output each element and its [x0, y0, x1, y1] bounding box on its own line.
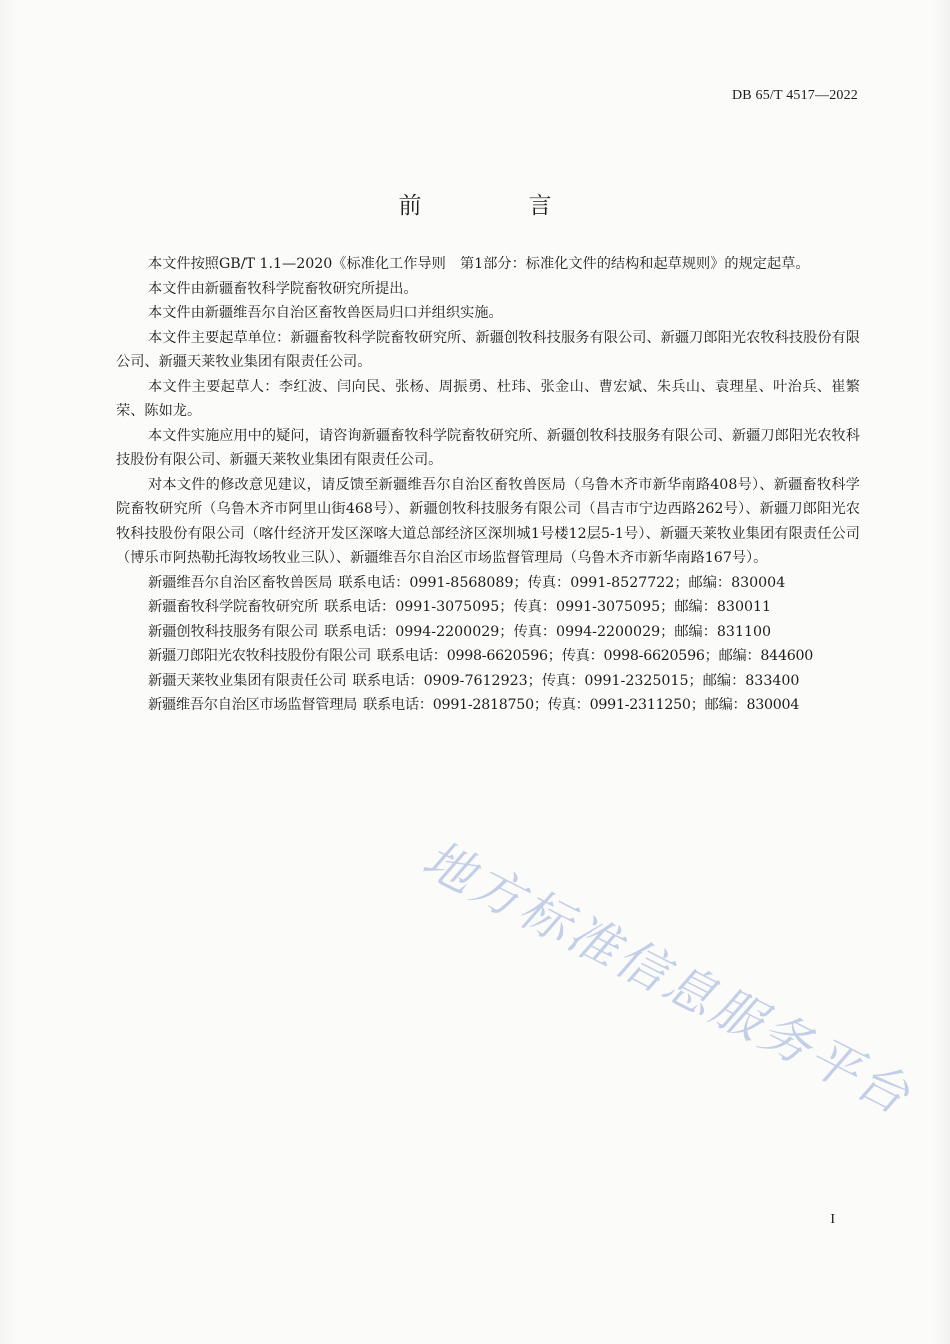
contact-fax: 传真：0991-2325015；	[541, 672, 703, 689]
contact-item	[116, 693, 860, 718]
contact-phone: 联系电话：0991-2818750；	[363, 697, 548, 713]
document-code: DB 65/T 4517—2022	[731, 88, 858, 103]
contact-fax: 传真：0998-6620596；	[561, 648, 719, 664]
contact-fax: 传真：0991-2311250；	[547, 697, 705, 713]
contact-phone: 联系电话：0998-6620596；	[377, 648, 562, 664]
contact-org: 新疆畜牧科学院畜牧研究所	[148, 599, 319, 615]
contact-org: 新疆天莱牧业集团有限责任公司	[148, 672, 347, 689]
contact-item	[116, 669, 860, 694]
document-body	[116, 252, 860, 718]
contact-item	[116, 644, 860, 669]
paragraph-drafting-rules: 本文件按照GB/T 1.1—2020《标准化工作导则 第1部分：标准化文件的结构和起草规则》的规定起草。	[148, 256, 810, 272]
contact-phone: 联系电话：0909-7612923；	[352, 672, 542, 689]
contact-phone: 联系电话：0991-3075095；	[324, 599, 514, 615]
paragraph-proposer: 本文件由新疆畜牧科学院畜牧研究所提出。	[148, 280, 418, 297]
contact-list	[116, 571, 860, 718]
contact-org: 新疆刀郎阳光农牧科技股份有限公司	[148, 648, 372, 664]
contact-org: 新疆创牧科技服务有限公司	[148, 623, 319, 640]
paragraph-drafters: 本文件主要起草人：李红波、闫向民、张杨、周振勇、杜玮、张金山、曹宏斌、朱兵山、袁理星、叶治兵、崔繁荣、陈如龙。	[116, 378, 860, 419]
contact-fax: 传真：0991-8527722；	[527, 574, 689, 591]
paragraph-feedback: 对本文件的修改意见建议，请反馈至新疆维吾尔自治区畜牧兽医局（乌鲁木齐市新华南路408号）、新疆畜牧科学院畜牧研究所（乌鲁木齐市阿里山街468号）、新疆创牧科技服务有限公司（昌吉市宁边西路262号）、新疆刀郎阳光农牧科技股份有限公司（喀什经济开发区深喀大道总部经济区深圳城1号楼12层5-1号）、新疆天莱牧业集团有限责任公司（博乐市阿热勒托海牧场牧业三队）、新疆维吾尔自治区市场监督管理局（乌鲁木齐市新华南路167号）。	[116, 476, 860, 566]
contact-postcode: 邮编：830004	[688, 574, 786, 591]
contact-postcode: 邮编：831100	[674, 623, 772, 640]
contact-postcode: 邮编：830011	[674, 599, 772, 615]
contact-org: 新疆维吾尔自治区畜牧兽医局	[148, 574, 333, 591]
contact-phone: 联系电话：0994-2200029；	[324, 623, 514, 640]
contact-fax: 传真：0991-3075095；	[513, 599, 675, 615]
paragraph-inquiry: 本文件实施应用中的疑问，请咨询新疆畜牧科学院畜牧研究所、新疆创牧科技服务有限公司、新疆刀郎阳光农牧科技股份有限公司、新疆天莱牧业集团有限责任公司。	[116, 427, 860, 468]
page-number: I	[830, 1212, 835, 1227]
paragraph-administrator: 本文件由新疆维吾尔自治区畜牧兽医局归口并组织实施。	[148, 305, 503, 321]
contact-item	[116, 571, 860, 596]
contact-item	[116, 620, 860, 645]
contact-postcode: 邮编：830004	[704, 697, 800, 713]
paragraph-drafting-units: 本文件主要起草单位：新疆畜牧科学院畜牧研究所、新疆创牧科技服务有限公司、新疆刀郎阳光农牧科技股份有限公司、新疆天莱牧业集团有限责任公司。	[116, 329, 860, 370]
contact-postcode: 邮编：844600	[718, 648, 814, 664]
contact-item	[116, 595, 860, 620]
watermark: 地方标准信息服务平台	[413, 829, 922, 1127]
contact-fax: 传真：0994-2200029；	[513, 623, 675, 640]
contact-phone: 联系电话：0991-8568089；	[338, 574, 528, 591]
contact-org: 新疆维吾尔自治区市场监督管理局	[148, 697, 358, 713]
contact-postcode: 邮编：833400	[702, 672, 800, 689]
page-title: 前 言	[398, 193, 594, 220]
